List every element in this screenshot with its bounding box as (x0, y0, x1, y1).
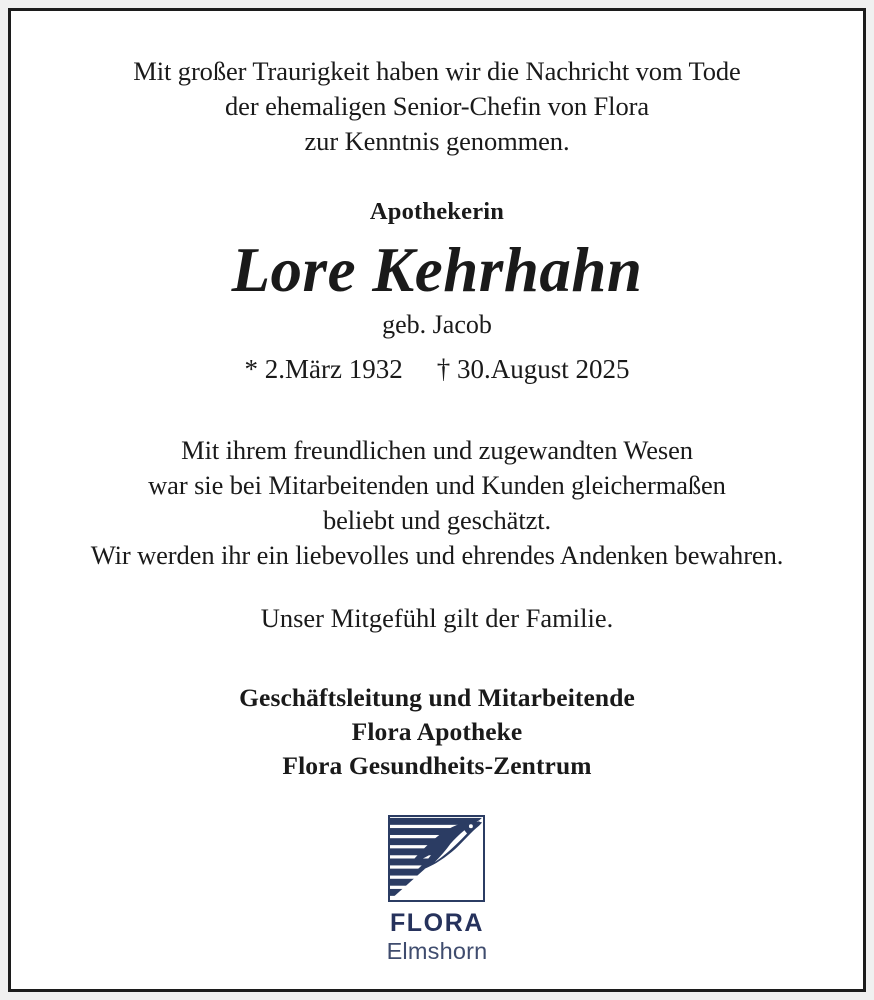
signature-line-1: Geschäftsleitung und Mitarbeitende (239, 683, 635, 712)
company-logo (387, 815, 488, 965)
tribute-line-2: war sie bei Mitarbeitenden und Kunden gleichermaßen (148, 470, 726, 500)
deceased-maiden-name: geb. Jacob (382, 310, 492, 339)
tribute-line-3: beliebt und geschätzt. (322, 505, 552, 535)
birth-date: * 2.März 1932 (244, 354, 403, 384)
signature-block (11, 681, 863, 783)
opening-line-1: Mit großer Traurigkeit haben wir die Nachricht vom Tode (133, 56, 741, 86)
flora-bird-stripes-icon (388, 815, 485, 902)
tribute-line-1: Mit ihrem freundlichen und zugewandten Wesen (181, 435, 693, 465)
tribute-line-4: Wir werden ihr ein liebevolles und ehrendes Andenken bewahren. (90, 540, 784, 570)
deceased-name: Lore Kehrhahn (231, 235, 643, 305)
tribute-paragraph (11, 433, 863, 573)
opening-statement (11, 54, 863, 159)
opening-line-2: der ehemaligen Senior-Chefin von Flora (225, 91, 649, 121)
signature-line-3: Flora Gesundheits-Zentrum (282, 751, 592, 780)
deceased-profession: Apothekerin (369, 198, 505, 225)
logo-brand-name: FLORA (389, 909, 485, 937)
signature-line-2: Flora Apotheke (351, 717, 523, 746)
death-date: † 30.August 2025 (436, 354, 630, 384)
logo-city-name: Elmshorn (386, 938, 488, 964)
sympathy-line: Unser Mitgefühl gilt der Familie. (260, 603, 614, 633)
obituary-notice (8, 8, 866, 992)
opening-line-3: zur Kenntnis genommen. (304, 126, 570, 156)
life-dates (11, 353, 863, 386)
